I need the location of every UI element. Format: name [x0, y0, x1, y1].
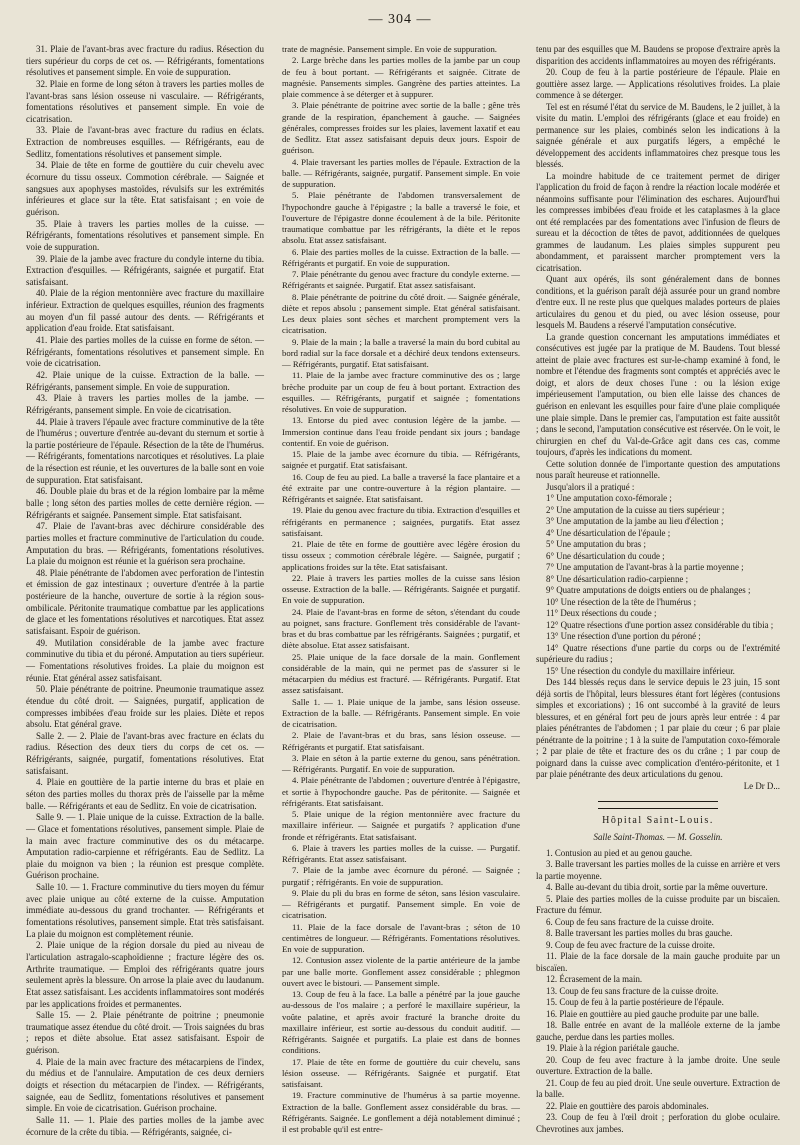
paragraph: 2. Large brèche dans les parties molles de la jambe par un coup de feu à bout portant. — Réfrigérants et saignée. Citrate de magnésie. Pansements simples. Gangrène des parties atteintes. La plaie commence à se déterger et à suppurer.	[282, 55, 520, 99]
paragraph: 12. Contusion assez violente de la partie antérieure de la jambe par une balle morte. Gonflement assez considérable ; phlegmon ouvert avec le bistouri. — Pansement simple.	[282, 955, 520, 988]
paragraph: 4. Plaie de la main avec fracture des métacarpiens de l'index, du médius et de l'annulaire. Amputation de ces deux derniers doigts et résection du métacarpien de l'index. — Réfrigérants, saignée, eau de Sedlitz, fomentations résolutives et pansement simple. En voie de cicatrisation. Guérison prochaine.	[26, 1056, 264, 1114]
paragraph: 9. Plaie de la main ; la balle a traversé la main du bord cubital au bord radial sur la face dorsale et a déchiré deux tendons extenseurs. — Réfrigérants, purgatif. Etat satisfaisant.	[282, 336, 520, 369]
paragraph: 7. Plaie de la jambe avec écornure du péroné. — Saignée ; purgatif ; réfrigérants. En voie de suppuration.	[282, 865, 520, 887]
paragraph: 4. Plaie pénétrante de l'abdomen ; ouverture d'entrée à l'épigastre, et sortie à l'hypochondre gauche. Pas de péritonite. — Saignée et réfrigérants. Etat satisfaisant.	[282, 775, 520, 808]
paragraph: 6. Plaie des parties molles de la cuisse. Extraction de la balle. — Réfrigérants et purgatif. En voie de suppuration.	[282, 246, 520, 268]
paragraph: La moindre habitude de ce traitement permet de diriger l'application du froid de façon à rendre la réaction locale modérée et néanmoins suffisante pour l'élimination des eschares. Aujourd'hui les compresses imbibées d'eau froide et les cataplasmes à la glace ont été remplacées par des fomentations avec l'infusion de fleurs de sureau et la décoction de têtes de pavot, additionnées de quelques grammes de laudanum. Les plaies simples suppurent peu abondamment, et paraissent marcher promptement vers la cicatrisation.	[536, 170, 780, 273]
paragraph: La grande question concernant les amputations immédiates et consécutives est jugée par la pratique de M. Baudens. Tout blessé atteint de plaie avec fractures est sur-le-champ examiné à fond, le nombre et l'étendue des fragments sont comptés et appréciés avec le doigt, et alors de deux choses l'une : ou la lésion exige impérieusement l'amputation, ou bien elle laisse des chances de guérison en enlevant les esquilles pour faire d'une plaie compliquée une plaie simple. Dans le premier cas, l'amputation est faite aussitôt ; dans le second, l'amputation consécutive est réservée. On le voit, le chirurgien en chef du Val-de-Grâce agit dans ces cas, comme toujours, d'après les indications du moment.	[536, 331, 780, 458]
paragraph: Salle 15. — 2. Plaie pénétrante de poitrine ; pneumonie traumatique assez étendue du côté droit. — Trois saignées du bras ; repos et diète absolue. Etat assez satisfaisant. Espoir de guérison.	[26, 1010, 264, 1056]
paragraph: 18. Balle entrée en avant de la malléole externe de la jambe gauche, perdue dans les parties molles.	[536, 1020, 780, 1042]
paragraph: 13. Entorse du pied avec contusion légère de la jambe. — Immersion continue dans l'eau froide pendant six jours ; bandage contentif. En voie de guérison.	[282, 415, 520, 448]
paragraph: 24. Plaie de l'avant-bras en forme de séton, s'étendant du coude au poignet, sans fracture. Gonflement très considérable de l'avant-bras et du bras combattue par les réfrigérants. Saignées ; purgatif, et diète absolue. Etat assez satisfaisant.	[282, 606, 520, 651]
paragraph: 8. Balle traversant les parties molles du bras gauche.	[546, 928, 733, 939]
paragraph: 11. Plaie de la jambe avec fracture comminutive des os ; large brèche produite par un coup de feu à bout portant. Extraction des esquilles. — Réfrigérants, purgatif et saignée ; fomentations résolutives. En voie de suppuration.	[282, 370, 520, 414]
paragraph: Salle 2. — 2. Plaie de l'avant-bras avec fracture en éclats du radius. Résection des deux tiers du corps de cet os. — Réfrigérants, saignée, purgatif, fomentations résolutives. Etat satisfaisant.	[26, 730, 264, 776]
paragraph: 14° Quatre résections d'une partie du corps ou de l'extrémité supérieure du radius ;	[536, 642, 780, 665]
paragraph: 3. Plaie en séton à la partie externe du genou, sans pénétration. — Réfrigérants. Purgatif. En voie de suppuration.	[282, 752, 520, 774]
paragraph: 13. Coup de feu à la face. La balle a pénétré par la joue gauche au-dessous de l'os malaire ; a perforé le maxillaire supérieur, la voûte palatine, et après avoir fracturé la branche droite du maxillaire inférieur, est sortie au-dessous du conduit auditif. — Réfrigérants. Saignée et purgatifs. La plaie est dans de bonnes conditions.	[282, 989, 520, 1056]
paragraph: 47. Plaie de l'avant-bras avec déchirure considérable des parties molles et fracture comminutive de l'articulation du coude. Amputation du bras. — Réfrigérants, fomentations résolutives. La plaie du moignon est réunie et la guérison sera prochaine.	[26, 521, 264, 567]
paragraph: 41. Plaie des parties molles de la cuisse en forme de séton. — Réfrigérants, fomentations résolutives et pansement simple. En voie de cicatrisation.	[26, 335, 264, 369]
paragraph: 19. Plaie à la région pariétale gauche.	[546, 1043, 680, 1054]
paragraph: 19. Fracture comminutive de l'humérus à sa partie moyenne. Extraction de la balle. Gonflement assez considérable du bras. — Réfrigérants. Saignée. Le gonflement a déjà notablement diminué ; il est probable qu'il est entre-	[282, 1090, 520, 1134]
paragraph: 4° Une désarticulation de l'épaule ;	[546, 527, 671, 538]
paragraph: 12. Écrasement de la main.	[546, 974, 643, 985]
paragraph: 7. Plaie pénétrante du genou avec fracture du condyle externe. — Réfrigérants et saignée. Purgatif. Etat assez satisfaisant.	[282, 269, 520, 291]
text-column-middle	[282, 44, 520, 1135]
paragraph: 5. Plaie unique de la région mentonnière avec fracture du maxillaire inférieur. — Saignée et purgatifs ? application d'une fronde et réfrigérants. Etat satisfaisant.	[282, 809, 520, 842]
paragraph: 15. Plaie de la jambe avec écornure du tibia. — Réfrigérants, saignée et purgatif. Etat satisfaisant.	[282, 449, 520, 471]
paragraph: Salle 10. — 1. Fracture comminutive du tiers moyen du fémur avec plaie unique au côté externe de la cuisse. Amputation immédiate au-dessous du grand trochanter. — Réfrigérants et fomentations résolutives, pansement simple. Etat très satisfaisant. La plaie du moignon est complètement réunie.	[26, 882, 264, 939]
paragraph: 13° Une résection d'une portion du péroné ;	[546, 631, 701, 642]
paragraph: 22. Plaie en gouttière des parois abdominales.	[546, 1100, 709, 1111]
paragraph: 48. Plaie pénétrante de l'abdomen avec perforation de l'intestin et émission de gaz intestinaux ; ouverture d'entrée à la partie postérieure de la hanche, ouverture de sortie à la région sous-ombilicale. Péritonite traumatique combattue par les applications de glace et les fomentations résolutives et narcotiques. Etat assez satisfaisant. Espoir de guérison.	[26, 567, 264, 637]
paragraph: 2. Plaie de l'avant-bras et du bras, sans lésion osseuse. — Réfrigérants et purgatif. Etat satisfaisant.	[282, 730, 520, 752]
paragraph: Tel est en résumé l'état du service de M. Baudens, le 2 juillet, à la visite du matin. L'emploi des réfrigérants (glace et eau froide) en permanence sur les plaies, combinés selon les indications à la saignée générale et aux purgatifs légers, a empêché le développement des accidents inflammatoires chez presque tous les blessés.	[536, 101, 780, 170]
paragraph: 15° Une résection du condyle du maxillaire inférieur.	[546, 665, 735, 676]
paragraph: 2. Plaie unique de la région dorsale du pied au niveau de l'articulation astragalo-scaphoïdienne ; fracture légère des os. Arthrite traumatique. — Emploi des réfrigérants quatre jours seulement après la blessure. On arrose la plaie avec du laudanum. Etat assez satisfaisant. Les accidents inflammatoires sont modérés par les applications froides et permanentes.	[26, 940, 264, 1009]
page-number: — 304 —	[368, 12, 432, 27]
service-heading: Salle Saint-Thomas. — M. Gosselin.	[593, 832, 723, 843]
continued-paragraph: tenu par des esquilles que M. Baudens se propose d'extraire après la disparition des accidents inflammatoires au moyen des réfrigérants.	[536, 44, 780, 66]
paragraph: 9. Plaie du pli du bras en forme de séton, sans lésion vasculaire. — Réfrigérants et purgatif. Pansement simple. En voie de cicatrisation.	[282, 887, 520, 921]
paragraph: 39. Plaie de la jambe avec fracture du condyle interne du tibia. Extraction d'esquilles. — Réfrigérants, saignée et purgatif. Etat satisfaisant.	[26, 253, 264, 287]
paragraph: 9. Coup de feu avec fracture de la cuisse droite.	[546, 939, 715, 950]
paragraph: 5. Plaie des parties molles de la cuisse produite par un biscaïen. Fracture du fémur.	[536, 893, 780, 916]
paragraph: 3° Une amputation de la jambe au lieu d'élection ;	[546, 516, 724, 527]
paragraph: 6. Coup de feu sans fracture de la cuisse droite.	[546, 916, 714, 927]
paragraph: 8° Une désarticulation radio-carpienne ;	[546, 573, 689, 584]
paragraph: 25. Plaie unique de la face dorsale de la main. Gonflement considérable de la main, qui ne permet pas de s'assurer si le métacarpien du médius est fracturé. — Réfrigérants. Purgatif. Etat assez satisfaisant.	[282, 651, 520, 696]
paragraph: 32. Plaie en forme de long séton à travers les parties molles de l'avant-bras sans lésion osseuse ni vasculaire. — Réfrigérants, fomentations résolutives et pansement simple. En voie de cicatrisation.	[26, 78, 264, 124]
paragraph: Salle 11. — 1. Plaie des parties molles de la jambe avec écornure de la crête du tibia. — Réfrigérants, saignée, ci-	[26, 1114, 264, 1137]
author-signature: Le Dr D...	[743, 781, 780, 791]
paragraph: 16. Plaie en gouttière au pied gauche produite par une balle.	[546, 1008, 759, 1019]
paragraph: 1° Une amputation coxo-fémorale ;	[546, 493, 672, 504]
paragraph: 7° Une amputation de l'avant-bras à la partie moyenne ;	[546, 562, 744, 573]
text-column-left	[26, 44, 264, 1138]
paragraph: 5° Une amputation du bras ;	[546, 539, 646, 550]
paragraph: 42. Plaie unique de la cuisse. Extraction de la balle. — Réfrigérants, pansement simple. En voie de suppuration.	[26, 369, 264, 392]
paragraph: 16. Coup de feu au pied. La balle a traversé la face plantaire et a été extraite par une contre-ouverture à la région plantaire. — Réfrigérants et saignée. Etat satisfaisant.	[282, 471, 520, 504]
paragraph: Jusqu'alors il a pratiqué :	[546, 481, 635, 492]
paragraph: Salle 1. — 1. Plaie unique de la jambe, sans lésion osseuse. Extraction de la balle. — Réfrigérants. Pansement simple. En voie de cicatrisation.	[282, 696, 520, 729]
paragraph: 11. Plaie de la face dorsale de la main gauche produite par un biscaïen.	[536, 951, 780, 973]
paragraph: 12° Quatre résections d'une portion assez considérable du tibia ;	[546, 619, 774, 630]
paragraph: 17. Plaie de tête en forme de gouttière du cuir chevelu, sans lésion osseuse. — Réfrigérants. Saignée et purgatif. Etat satisfaisant.	[282, 1056, 520, 1089]
paragraph: 31. Plaie de l'avant-bras avec fracture du radius. Résection du tiers supérieur du corps de cet os. — Réfrigérants, fomentations résolutives et pansement simple. En voie de suppuration.	[26, 44, 264, 78]
paragraph: 4. Plaie traversant les parties molles de l'épaule. Extraction de la balle. — Réfrigérants, saignée, purgatif. Pansement simple. En voie de suppuration.	[282, 156, 520, 189]
paragraph: 40. Plaie de la région mentonnière avec fracture du maxillaire inférieur. Extraction de quelques esquilles, réunion des fragments au moyen d'un fil passé autour des dents. — Réfrigérants et application d'eau froide. Etat satisfaisant.	[26, 288, 264, 334]
paragraph: 46. Double plaie du bras et de la région lombaire par la même balle ; long séton des parties molles de cette dernière région. — Réfrigérants et saignée. Pansement simple. Etat satisfaisant.	[26, 486, 264, 520]
paragraph: 10° Une résection de la tête de l'humérus ;	[546, 596, 697, 607]
paragraph: 3. Plaie pénétrante de poitrine avec sortie de la balle ; gêne très grande de la respiration, épanchement à gauche. — Saignées générales, compresses froides sur les plaies, lavement laxatif et eau de Sedlitz. Etat assez satisfaisant depuis deux jours. Espoir de guérison.	[282, 100, 520, 156]
paragraph: 3. Balle traversant les parties molles de la cuisse en arrière et vers la partie moyenne.	[536, 859, 780, 881]
paragraph: 8. Plaie pénétrante de poitrine du côté droit. — Saignée générale, diète et repos absolu ; pansement simple. Etat général satisfaisant. Les deux plaies sont sèches et marchent promptement vers la cicatrisation.	[282, 291, 520, 336]
paragraph: 35. Plaie à travers les parties molles de la cuisse. — Réfrigérants, fomentations résolutives et pansement simple. En voie de suppuration.	[26, 218, 264, 252]
paragraph: 34. Plaie de tête en forme de gouttière du cuir chevelu avec écornure du tissu osseux. Commotion cérébrale. — Saignée et sangsues aux apophyses mastoïdes, révulsifs sur les extrémités inférieures et glace sur la tête. Etat satisfaisant ; en voie de guérison.	[26, 160, 264, 217]
paragraph: 5. Plaie pénétrante de l'abdomen transversalement de l'hypochondre gauche à l'épigastre ; la balle a traversé le foie, et l'ouverture de l'épigastre donne écoulement à de la bile. Péritonite traumatique combattue par les réfrigérants, la diète et le repos absolu. Etat assez satisfaisant.	[282, 190, 520, 246]
paragraph: 11° Deux résections du coude ;	[546, 608, 657, 619]
paragraph: 6. Plaie à travers les parties molles de la cuisse. — Purgatif. Réfrigérants. Etat assez satisfaisant.	[282, 842, 520, 864]
paragraph: 20. Coup de feu avec fracture à la jambe droite. Une seule ouverture. Extraction de la balle.	[536, 1054, 780, 1077]
section-separator	[598, 801, 718, 809]
paragraph: 11. Plaie de la face dorsale de l'avant-bras ; séton de 10 centimètres de longueur. — Réfrigérants. Fomentations résolutives. En voie de suppuration.	[282, 921, 520, 954]
paragraph: 15. Coup de feu à la partie postérieure de l'épaule.	[546, 997, 724, 1008]
paragraph: 22. Plaie à travers les parties molles de la cuisse sans lésion osseuse. Extraction de la balle. — Réfrigérants. Saignée et purgatif. En voie de suppuration.	[282, 572, 520, 606]
paragraph: 4. Balle au-devant du tibia droit, sortie par la même ouverture.	[546, 882, 768, 893]
paragraph: 21. Plaie de tête en forme de gouttière avec légère érosion du tissu osseux ; commotion cérébrale légère. — Saignée, purgatif ; applications froides sur la tête. Etat satisfaisant.	[282, 539, 520, 572]
paragraph: 19. Plaie du genou avec fracture du tibia. Extraction d'esquilles et réfrigérants en permanence ; saignées, purgatifs. Etat assez satisfaisant.	[282, 505, 520, 538]
paragraph: 44. Plaie à travers l'épaule avec fracture comminutive de la tête de l'humérus ; ouverture d'entrée au-devant du sternum et sortie à la partie postérieure de l'épaule. Résection de la tête de l'humérus. — Réfrigérants, fomentations narcotiques et résolutives. La plaie de la résection est réunie, et les ouvertures de la balle sont en voie de suppuration. Etat satisfaisant.	[26, 416, 264, 485]
paragraph: 6° Une désarticulation du coude ;	[546, 550, 665, 561]
paragraph: 33. Plaie de l'avant-bras avec fracture du radius en éclats. Extraction de nombreuses esquilles. — Réfrigérants, eau de Sedlitz, fomentations résolutives et pansement simple.	[26, 125, 264, 159]
paragraph: Cette solution donnée de l'importante question des amputations nous paraît heureuse et rationnelle.	[536, 458, 780, 481]
paragraph: Salle 9. — 1. Plaie unique de la cuisse. Extraction de la balle. — Glace et fomentations résolutives, pansement simple. Plaie de la main avec fracture comminutive des os du métacarpe. Amputation radio-carpienne et réfrigérants. Eau de Sedlitz. La plaie du moignon va bien ; la réunion est presque complète. Guérison prochaine.	[26, 812, 264, 881]
continued-paragraph: trate de magnésie. Pansement simple. En voie de suppuration.	[282, 44, 497, 54]
paragraph: 2° Une amputation de la cuisse au tiers supérieur ;	[546, 504, 725, 515]
paragraph: 4. Plaie en gouttière de la partie interne du bras et plaie en séton des parties molles du thorax près de l'aisselle par la même balle. — Réfrigérants et eau de Sedlitz. En voie de cicatrisation.	[26, 777, 264, 811]
paragraph: 43. Plaie à travers les parties molles de la jambe. — Réfrigérants, pansement simple. En voie de cicatrisation.	[26, 393, 264, 415]
paragraph: Des 144 blessés reçus dans le service depuis le 23 juin, 15 sont déjà sortis de l'hôpital, leurs blessures étant fort légères (contusions simples et excoriations) ; 16 ont succombé à la gravité de leurs blessures, et en général fort peu de jours après leur entrée : 4 par plaies pénétrantes de l'abdomen ; 1 par plaie du cœur ; 6 par plaie pénétrante de la poitrine ; 1 à la suite de l'amputation coxo-fémorale ; 2 par plaie de tête et fracture des os du crâne ; 1 par coup de poignard dans la cuisse avec complication d'entéro-péritonite, et 1 par plaie pénétrante des deux articulations du genou.	[536, 677, 780, 780]
paragraph: 21. Coup de feu au pied droit. Une seule ouverture. Extraction de la balle.	[536, 1077, 780, 1100]
text-column-right	[536, 44, 780, 1135]
paragraph: 20. Coup de feu à la partie postérieure de l'épaule. Plaie en gouttière assez large. — Applications résolutives froides. La plaie commence à se déterger.	[536, 67, 780, 101]
paragraph: 9° Quatre amputations de doigts entiers ou de phalanges ;	[546, 585, 751, 596]
section-heading: Hôpital Saint-Louis.	[602, 814, 714, 826]
paragraph: 13. Coup de feu sans fracture de la cuisse droite.	[546, 985, 719, 996]
paragraph: 49. Mutilation considérable de la jambe avec fracture comminutive du tibia et du péroné. Amputation au tiers supérieur. — Fomentations résolutives froides. La plaie du moignon est réunie. Etat général assez satisfaisant.	[26, 637, 264, 683]
paragraph: 1. Contusion au pied et au genou gauche.	[546, 847, 693, 858]
paragraph: Quant aux opérés, ils sont généralement dans de bonnes conditions, et la guérison paraît déjà assurée pour un grand nombre d'entre eux. Il ne reste plus que quelques malades porteurs de plaies articulaires du genou et du pied, ou avec lésion osseuse, pour lesquels M. Baudens a réservé l'amputation consécutive.	[536, 274, 780, 331]
paragraph: 23. Coup de feu à l'œil droit ; perforation du globe oculaire. Chevrotines aux jambes.	[536, 1112, 780, 1134]
paragraph: 50. Plaie pénétrante de poitrine. Pneumonie traumatique assez étendue du côté droit. — Saignées, purgatif, application de compresses imbibées d'eau froide sur les plaies. Diète et repos absolu. Etat général grave.	[26, 684, 264, 730]
